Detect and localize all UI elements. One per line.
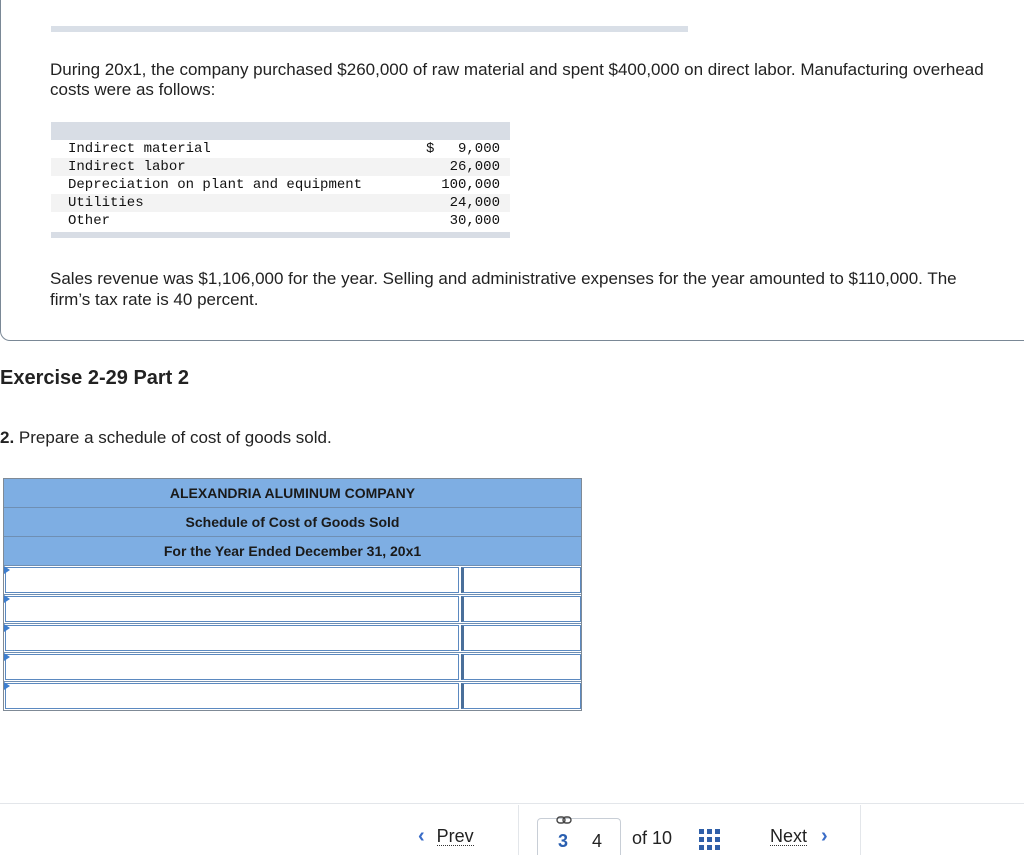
overhead-table <box>51 122 510 238</box>
dropdown-marker-icon <box>4 624 10 632</box>
dropdown-marker-icon <box>4 653 10 661</box>
overhead-row <box>51 176 510 194</box>
amount-input[interactable] <box>461 654 581 680</box>
overhead-label: Other <box>68 213 111 229</box>
overhead-amount: 100,000 <box>441 177 500 193</box>
overhead-amount: 26,000 <box>449 159 500 175</box>
schedule-period: For the Year Ended December 31, 20x1 <box>4 537 581 566</box>
prev-label: Prev <box>436 826 474 846</box>
sales-text-line2: firm’s tax rate is 40 percent. <box>50 290 259 309</box>
next-label: Next <box>770 826 808 846</box>
chevron-right-icon: › <box>821 825 828 847</box>
instruction-text: Prepare a schedule of cost of goods sold. <box>14 428 332 447</box>
overhead-row <box>51 194 510 212</box>
amount-input[interactable] <box>461 625 581 651</box>
cogs-schedule <box>3 478 582 711</box>
label-input[interactable] <box>5 596 459 622</box>
prev-button[interactable] <box>418 818 474 855</box>
label-input[interactable] <box>5 654 459 680</box>
schedule-row <box>4 624 581 653</box>
nav-divider <box>518 805 519 855</box>
amount-input[interactable] <box>461 596 581 622</box>
card-top-bar <box>51 26 688 32</box>
label-input[interactable] <box>5 683 459 709</box>
dropdown-marker-icon <box>4 682 10 690</box>
amount-input[interactable] <box>461 683 581 709</box>
schedule-row <box>4 682 581 710</box>
currency-symbol: $ <box>426 141 435 157</box>
footer-divider <box>0 803 1024 804</box>
nav-divider <box>860 805 861 855</box>
page-total: of 10 <box>632 828 673 848</box>
overhead-label: Indirect labor <box>68 159 186 175</box>
schedule-company: ALEXANDRIA ALUMINUM COMPANY <box>4 479 581 508</box>
chevron-left-icon: ‹ <box>418 825 425 847</box>
dropdown-marker-icon <box>4 595 10 603</box>
link-icon <box>556 815 572 825</box>
problem-intro: During 20x1, the company purchased $260,000 of raw material and spent $400,000 on direct labor. Manufacturing overhead costs were as follows: <box>50 60 984 99</box>
schedule-row <box>4 653 581 682</box>
overhead-label: Indirect material <box>68 141 211 157</box>
schedule-title: Schedule of Cost of Goods Sold <box>4 508 581 537</box>
overhead-amount: 30,000 <box>449 213 500 229</box>
dropdown-marker-icon <box>4 566 10 574</box>
label-input[interactable] <box>5 625 459 651</box>
label-input[interactable] <box>5 567 459 593</box>
page-link[interactable]: 4 <box>592 831 603 851</box>
overhead-table-footer <box>51 232 510 238</box>
sales-text-line1: Sales revenue was $1,106,000 for the year. Selling and administrative expenses for the year amounted to $110,000. The <box>50 269 957 288</box>
overhead-amount: 9,000 <box>457 141 500 157</box>
current-page[interactable]: 3 <box>558 831 569 851</box>
grid-icon[interactable] <box>699 829 720 850</box>
amount-input[interactable] <box>461 567 581 593</box>
overhead-row <box>51 158 510 176</box>
overhead-row <box>51 140 510 158</box>
page-selector[interactable] <box>537 818 621 855</box>
next-button[interactable] <box>770 818 828 855</box>
overhead-row <box>51 212 510 230</box>
overhead-table-header <box>51 122 510 140</box>
overhead-label: Depreciation on plant and equipment <box>68 177 363 193</box>
overhead-amount: 24,000 <box>449 195 500 211</box>
instruction-number: 2. <box>0 428 15 447</box>
exercise-title: Exercise 2-29 Part 2 <box>0 367 190 389</box>
overhead-label: Utilities <box>68 195 144 211</box>
schedule-row <box>4 566 581 595</box>
instruction <box>0 428 332 448</box>
schedule-row <box>4 595 581 624</box>
